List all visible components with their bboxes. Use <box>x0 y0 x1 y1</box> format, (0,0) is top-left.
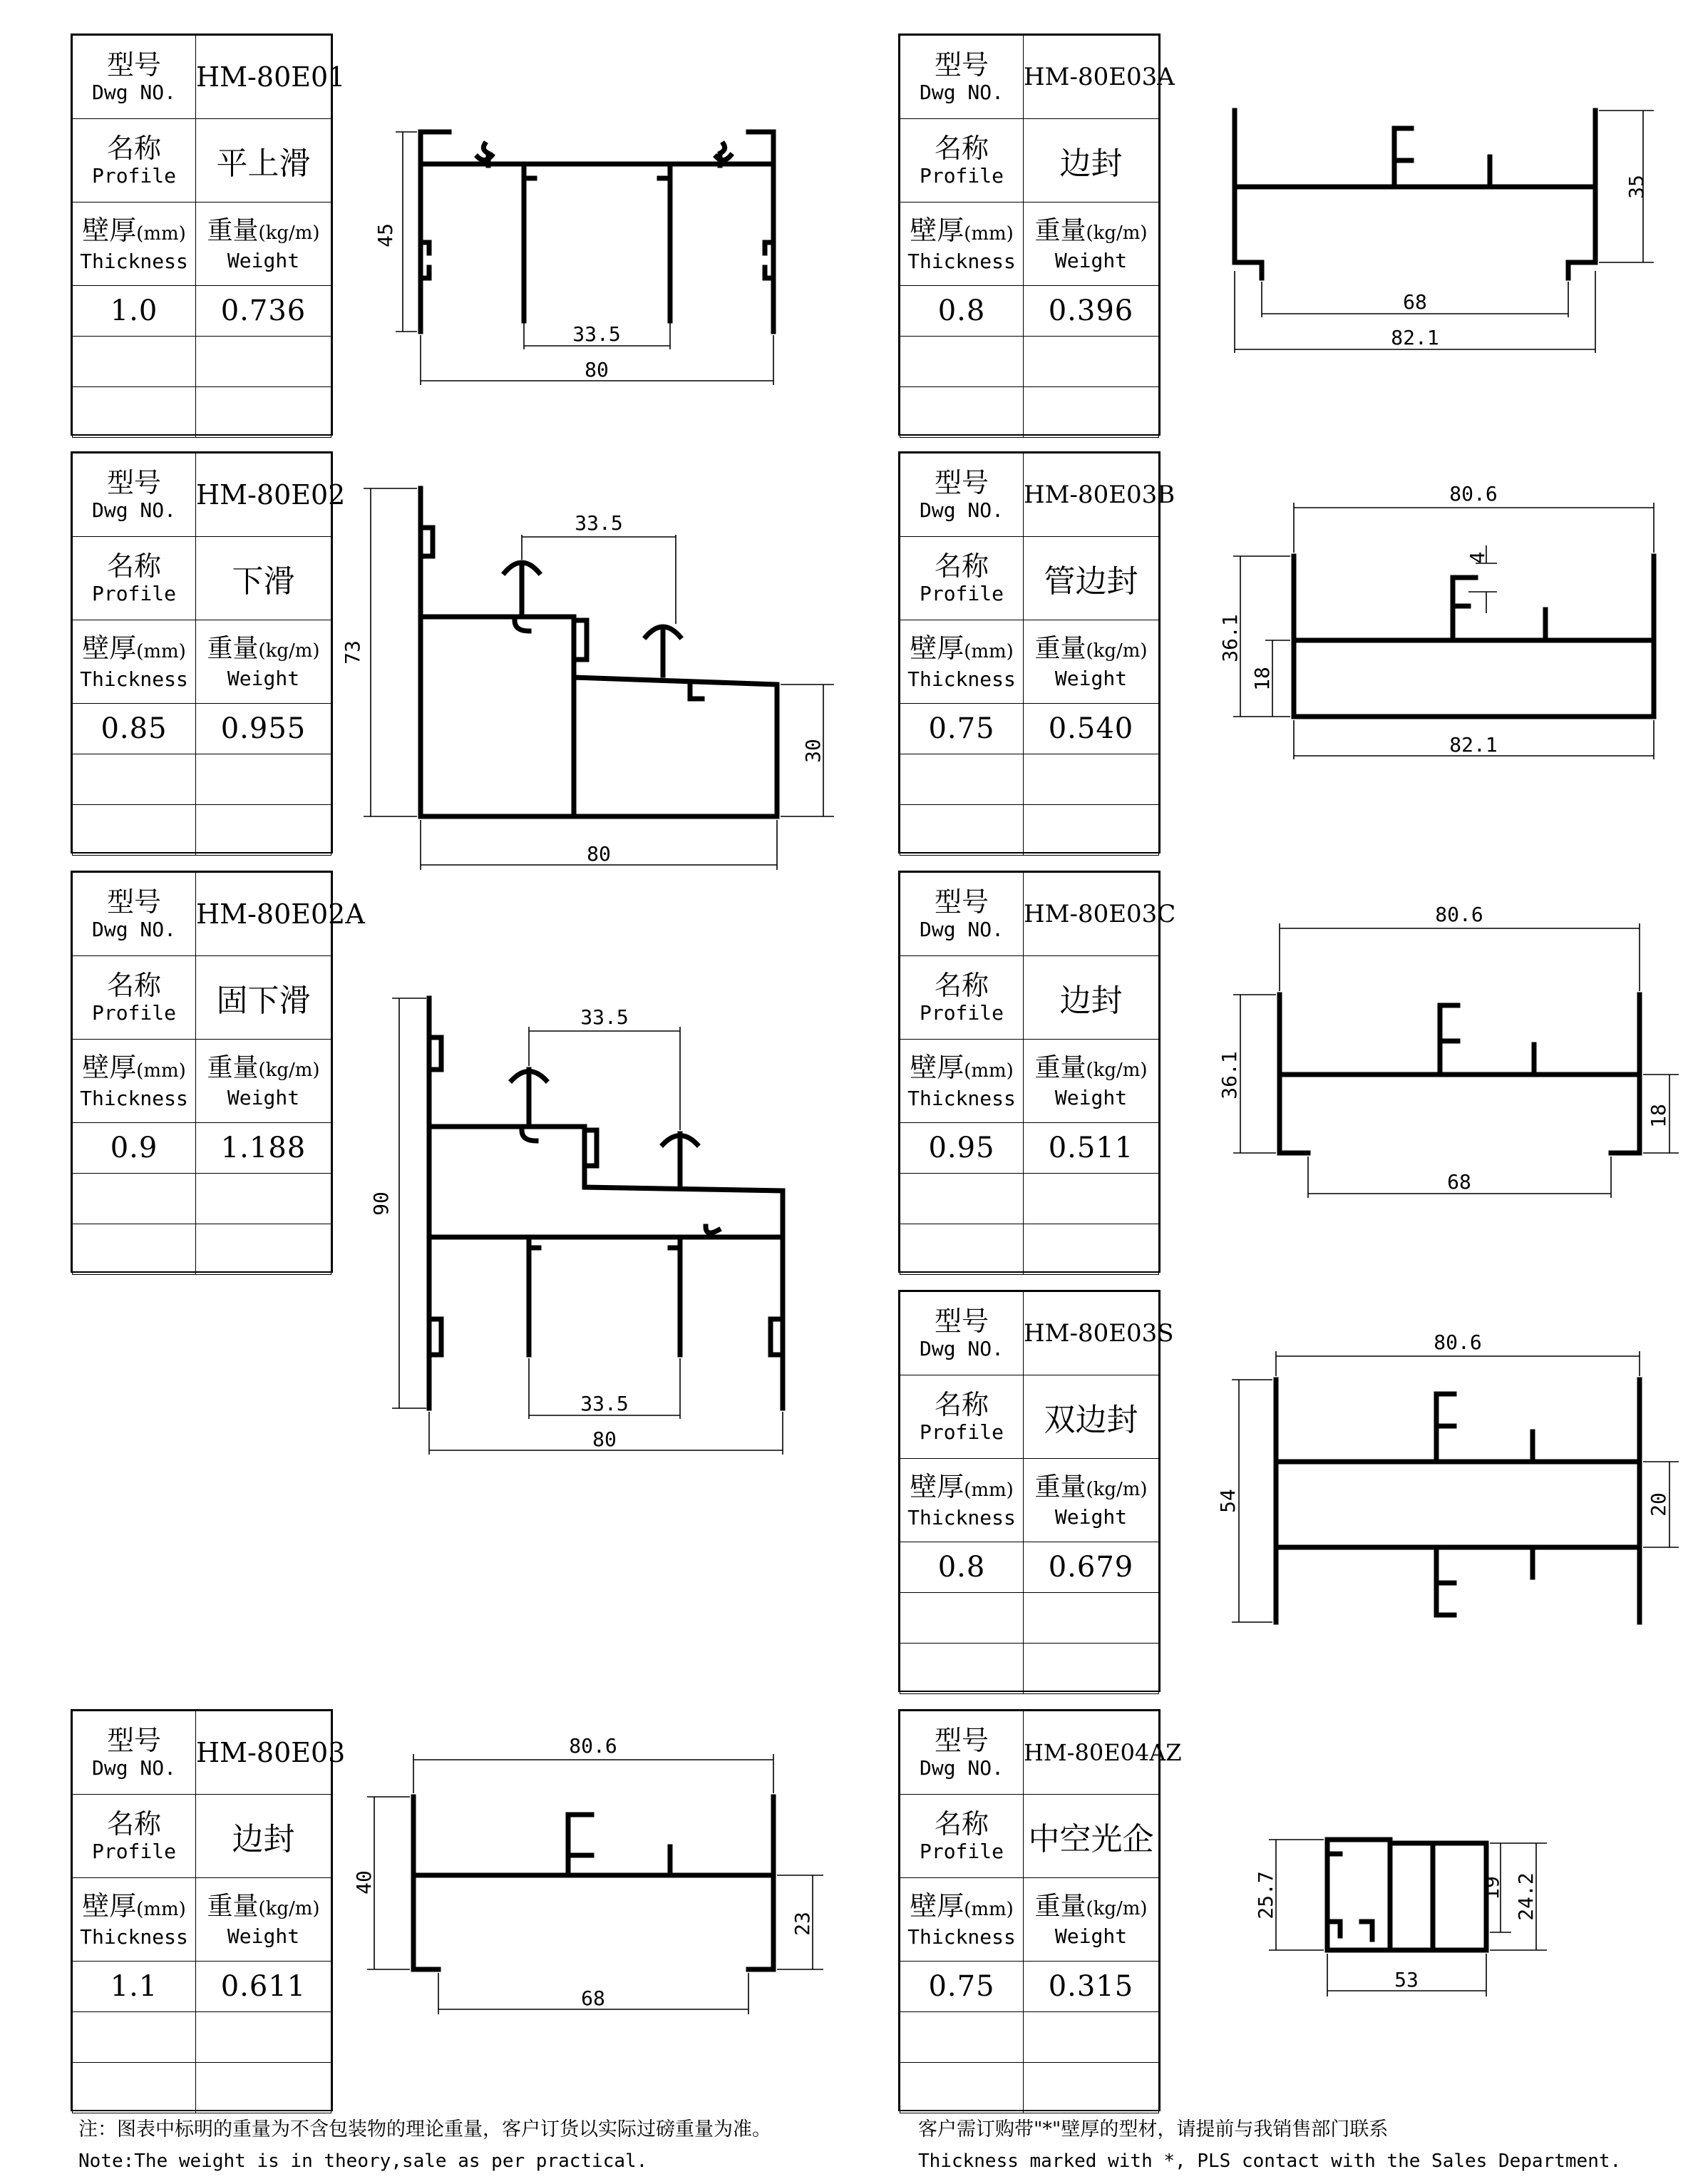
weight-value: 0.955 <box>196 704 331 754</box>
thickness-label-en: Thickness <box>80 249 188 273</box>
thickness-value: 0.75 <box>900 1962 1024 2012</box>
name-label: 名称 <box>106 550 161 582</box>
dwg-number: HM-80E01 <box>196 36 331 119</box>
profile-name: 中空光企 <box>1024 1795 1159 1878</box>
model-label: 型号 <box>934 467 989 498</box>
weight-label: 重量 <box>1034 1472 1086 1502</box>
weight-value: 1.188 <box>196 1123 331 1174</box>
spec-table-hm-80e02a <box>71 871 365 1273</box>
note-left-zh: 注：图表中标明的重量为不含包装物的理论重量，客户订货以实际过磅重量为准。 <box>78 2118 771 2141</box>
weight-value: 0.511 <box>1024 1123 1159 1174</box>
profile-drawing-hm-80e03c <box>1205 898 1675 1205</box>
dim-overall-width: 80 <box>585 358 609 381</box>
thickness-unit: (mm) <box>136 222 186 245</box>
weight-label: 重量 <box>207 1052 259 1082</box>
name-label: 名称 <box>106 133 161 164</box>
model-label: 型号 <box>934 1725 989 1756</box>
thickness-unit: (mm) <box>964 1060 1014 1082</box>
dim-inner-height: 19 <box>1480 1876 1503 1900</box>
weight-value: 0.611 <box>196 1962 331 2012</box>
weight-unit: (kg/m) <box>1086 1059 1148 1081</box>
dim-height: 35 <box>1625 175 1648 199</box>
dim-overall-width: 82.1 <box>1449 733 1498 757</box>
thickness-label-en: Thickness <box>80 667 188 691</box>
thickness-value: 1.1 <box>73 1962 196 2012</box>
spec-table-hm-80e03 <box>71 1709 346 2111</box>
note-right <box>918 2114 1621 2177</box>
dim-height: 36.1 <box>1218 614 1242 662</box>
model-label-en: Dwg NO. <box>919 1756 1004 1780</box>
name-label-en: Profile <box>919 1001 1004 1025</box>
model-label-en: Dwg NO. <box>91 918 176 941</box>
dim-overall-width: 82.1 <box>1391 326 1439 349</box>
weight-value: 0.736 <box>196 286 331 337</box>
dim-inner-width: 68 <box>1447 1170 1471 1194</box>
name-label-en: Profile <box>91 164 176 188</box>
thickness-value: 0.9 <box>73 1123 196 1174</box>
spec-table-hm-80e01 <box>71 34 346 436</box>
thickness-label: 壁厚 <box>910 1051 964 1083</box>
model-label-en: Dwg NO. <box>91 1756 176 1780</box>
name-label: 名称 <box>934 550 989 582</box>
model-label: 型号 <box>934 49 989 81</box>
thickness-label-en: Thickness <box>907 1086 1016 1110</box>
dim-top-width: 80.6 <box>1434 1331 1482 1354</box>
dim-slot: 4 <box>1466 551 1489 564</box>
dim-inner-width: 33.5 <box>575 511 623 535</box>
dwg-number: HM-80E04AZ <box>1024 1711 1159 1795</box>
dim-lower-height: 23 <box>791 1912 814 1936</box>
weight-unit: (kg/m) <box>258 1897 320 1919</box>
profile-name: 下滑 <box>196 537 331 620</box>
model-label-en: Dwg NO. <box>919 81 1004 104</box>
thickness-label: 壁厚 <box>910 1470 964 1502</box>
weight-label: 重量 <box>207 215 259 245</box>
note-right-zh: 客户需订购带"*"壁厚的型材，请提前与我销售部门联系 <box>918 2118 1389 2141</box>
dim-top-width: 80.6 <box>1435 903 1483 926</box>
thickness-value: 0.95 <box>900 1123 1024 1174</box>
name-label-en: Profile <box>919 1420 1004 1444</box>
name-label-en: Profile <box>91 582 176 605</box>
profile-drawing-hm-80e03s <box>1205 1326 1675 1633</box>
weight-value: 0.396 <box>1024 286 1159 337</box>
thickness-label-en: Thickness <box>907 667 1016 691</box>
weight-value: 0.315 <box>1024 1962 1159 2012</box>
profile-drawing-hm-80e02 <box>341 481 848 881</box>
note-left-en: Note:The weight is in theory,sale as per practical. <box>78 2150 648 2172</box>
dim-inner-height: 20 <box>1647 1492 1670 1517</box>
weight-label: 重量 <box>1034 1891 1086 1921</box>
weight-unit: (kg/m) <box>258 640 320 662</box>
model-label: 型号 <box>934 886 989 918</box>
spec-table-hm-80e04az <box>898 1709 1182 2111</box>
profile-drawing-hm-80e03b <box>1198 478 1668 770</box>
dim-height: 45 <box>374 223 397 247</box>
spec-table-hm-80e03b <box>898 451 1175 853</box>
dim-top-width: 80.6 <box>569 1734 617 1758</box>
model-label-en: Dwg NO. <box>91 81 176 104</box>
dwg-number: HM-80E03B <box>1024 453 1159 537</box>
model-label: 型号 <box>106 49 161 81</box>
weight-label-en: Weight <box>1054 1504 1128 1529</box>
dim-overall-width: 80 <box>587 842 611 866</box>
profile-name: 边封 <box>1024 956 1159 1040</box>
dim-overall-width: 80 <box>592 1427 617 1451</box>
thickness-label: 壁厚 <box>82 632 137 664</box>
dim-height: 40 <box>352 1870 376 1895</box>
profile-drawing-hm-80e04az <box>1219 1825 1661 2004</box>
thickness-value: 0.75 <box>900 704 1024 754</box>
name-label-en: Profile <box>91 1840 176 1863</box>
dim-top-width: 80.6 <box>1449 482 1498 506</box>
dim-inner-width: 68 <box>581 1986 605 2010</box>
weight-unit: (kg/m) <box>1086 640 1148 662</box>
weight-unit: (kg/m) <box>1086 222 1148 244</box>
dim-height: 36.1 <box>1218 1051 1241 1099</box>
dim-height: 25.7 <box>1254 1871 1277 1919</box>
weight-label: 重量 <box>1034 215 1086 245</box>
weight-label: 重量 <box>1034 633 1086 663</box>
thickness-label: 壁厚 <box>910 632 964 664</box>
dwg-number: HM-80E02A <box>196 873 331 956</box>
dim-lower-height: 18 <box>1647 1104 1670 1128</box>
thickness-label: 壁厚 <box>910 214 964 246</box>
profile-drawing-hm-80e02a <box>371 991 813 1462</box>
spec-table-hm-80e03c <box>898 871 1176 1273</box>
thickness-value: 1.0 <box>73 286 196 337</box>
dim-inner-width: 68 <box>1403 290 1427 314</box>
weight-value: 0.679 <box>1024 1542 1159 1593</box>
note-right-en: Thickness marked with *, PLS contact with the Sales Department. <box>918 2150 1622 2172</box>
profile-name: 边封 <box>196 1795 331 1878</box>
thickness-label-en: Thickness <box>80 1086 188 1110</box>
dim-inner-width: 33.5 <box>572 322 621 346</box>
profile-drawing-hm-80e01 <box>364 114 806 399</box>
model-label: 型号 <box>106 1725 161 1756</box>
thickness-label: 壁厚 <box>82 214 137 246</box>
name-label: 名称 <box>106 1808 161 1840</box>
profile-name: 管边封 <box>1024 537 1159 620</box>
thickness-unit: (mm) <box>136 640 186 662</box>
profile-name: 平上滑 <box>196 119 331 202</box>
thickness-label-en: Thickness <box>907 249 1016 273</box>
weight-label-en: Weight <box>1054 1924 1128 1948</box>
thickness-label-en: Thickness <box>907 1505 1016 1529</box>
spec-table-hm-80e03s <box>898 1290 1174 1692</box>
thickness-unit: (mm) <box>964 640 1014 662</box>
dim-height: 54 <box>1216 1489 1240 1513</box>
model-label-en: Dwg NO. <box>91 498 176 522</box>
profile-name: 边封 <box>1024 119 1159 202</box>
dim-lower-height: 30 <box>801 739 825 763</box>
model-label-en: Dwg NO. <box>919 498 1004 522</box>
name-label: 名称 <box>934 133 989 164</box>
model-label: 型号 <box>934 1306 989 1337</box>
dim-height: 73 <box>341 640 364 665</box>
weight-label-en: Weight <box>1054 248 1128 272</box>
profile-drawing-hm-80e03 <box>353 1726 838 2025</box>
dim-lower-inner-width: 33.5 <box>580 1392 629 1415</box>
profile-drawing-hm-80e03a <box>1212 100 1668 364</box>
name-label-en: Profile <box>919 582 1004 605</box>
weight-label: 重量 <box>1034 1052 1086 1082</box>
dwg-number: HM-80E03C <box>1024 873 1159 956</box>
weight-label: 重量 <box>207 633 259 663</box>
thickness-label-en: Thickness <box>907 1924 1016 1949</box>
dim-upper-inner-width: 33.5 <box>580 1005 629 1029</box>
thickness-unit: (mm) <box>136 1898 186 1920</box>
name-label-en: Profile <box>919 164 1004 188</box>
weight-unit: (kg/m) <box>1086 1897 1148 1919</box>
model-label: 型号 <box>106 886 161 918</box>
dim-lower-height: 18 <box>1250 667 1274 691</box>
thickness-unit: (mm) <box>964 222 1014 245</box>
dwg-number: HM-80E03 <box>196 1711 331 1795</box>
model-label-en: Dwg NO. <box>919 918 1004 941</box>
weight-label-en: Weight <box>227 666 300 690</box>
thickness-value: 0.85 <box>73 704 196 754</box>
dim-right-height: 24.2 <box>1514 1872 1538 1921</box>
thickness-label: 壁厚 <box>910 1890 964 1922</box>
dim-height: 90 <box>369 1191 393 1216</box>
name-label: 名称 <box>934 1808 989 1840</box>
profile-name: 双边封 <box>1024 1375 1159 1459</box>
weight-label: 重量 <box>207 1891 259 1921</box>
dwg-number: HM-80E02 <box>196 453 331 537</box>
note-left <box>78 2114 771 2177</box>
spec-table-hm-80e03a <box>898 34 1175 436</box>
dwg-number: HM-80E03S <box>1024 1292 1159 1375</box>
name-label: 名称 <box>106 970 161 1001</box>
thickness-unit: (mm) <box>136 1060 186 1082</box>
model-label-en: Dwg NO. <box>919 1337 1004 1360</box>
thickness-value: 0.8 <box>900 1542 1024 1593</box>
thickness-label: 壁厚 <box>82 1890 137 1922</box>
name-label: 名称 <box>934 1389 989 1420</box>
weight-unit: (kg/m) <box>258 1059 320 1081</box>
name-label-en: Profile <box>919 1840 1004 1863</box>
model-label: 型号 <box>106 467 161 498</box>
weight-unit: (kg/m) <box>1086 1478 1148 1500</box>
weight-label-en: Weight <box>227 1085 300 1109</box>
weight-label-en: Weight <box>227 1924 300 1948</box>
thickness-unit: (mm) <box>964 1898 1014 1920</box>
name-label-en: Profile <box>91 1001 176 1025</box>
thickness-label-en: Thickness <box>80 1924 188 1949</box>
weight-label-en: Weight <box>1054 1085 1128 1109</box>
dim-width: 53 <box>1394 1968 1419 1991</box>
thickness-unit: (mm) <box>964 1479 1014 1501</box>
profile-name: 固下滑 <box>196 956 331 1040</box>
spec-table-hm-80e02 <box>71 451 346 853</box>
weight-label-en: Weight <box>1054 666 1128 690</box>
weight-value: 0.540 <box>1024 704 1159 754</box>
name-label: 名称 <box>934 970 989 1001</box>
weight-unit: (kg/m) <box>258 222 320 244</box>
thickness-label: 壁厚 <box>82 1051 137 1083</box>
thickness-value: 0.8 <box>900 286 1024 337</box>
weight-label-en: Weight <box>227 248 300 272</box>
dwg-number: HM-80E03A <box>1024 36 1159 119</box>
